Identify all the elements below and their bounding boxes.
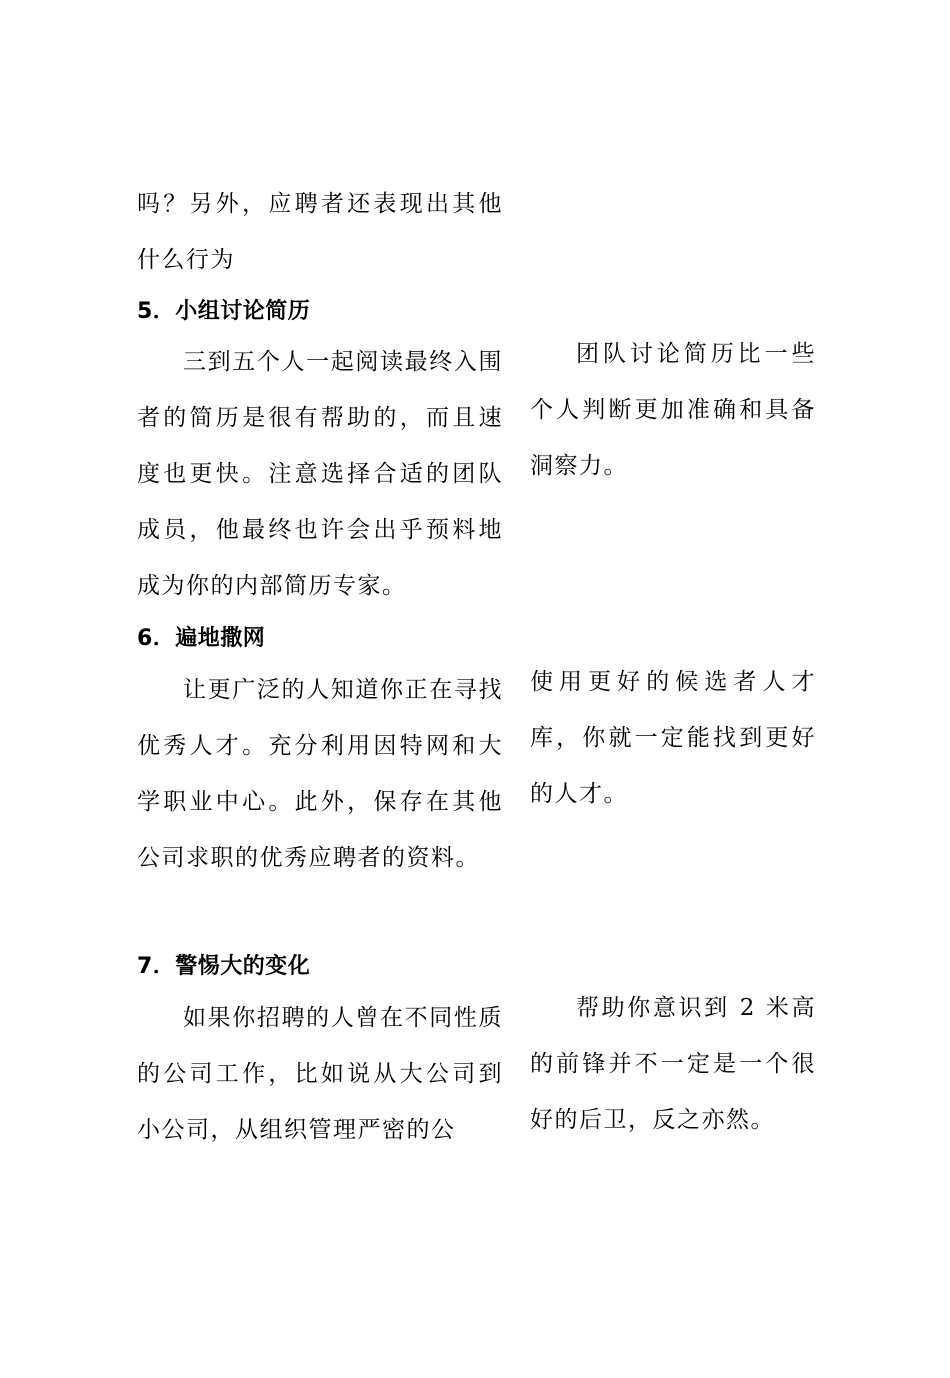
section-5-body: 三到五个人一起阅读最终入围者的简历是很有帮助的，而且速度也更快。注意选择合适的团队成员，他最终也许会出乎预料地成为你的内部简历专家。 <box>137 349 503 599</box>
intro-paragraph: 吗？另外，应聘者还表现出其他什么行为 <box>137 191 503 273</box>
section-6-note: 使用更好的候选者人才库，你就一定能找到更好的人才。 <box>530 669 816 807</box>
section-6-heading: 6．遍地撒网 <box>137 626 266 651</box>
section-7-body: 如果你招聘的人曾在不同性质的公司工作，比如说从大公司到小公司，从组织管理严密的公 <box>137 1005 503 1143</box>
section-7-note: 帮助你意识到 2 米高的前锋并不一定是一个很好的后卫，反之亦然。 <box>530 995 816 1133</box>
section-5-heading: 5．小组讨论简历 <box>137 299 311 324</box>
section-6-body: 让更广泛的人知道你正在寻找优秀人才。充分利用因特网和大学职业中心。此外，保存在其他公司求职的优秀应聘者的资料。 <box>137 677 503 871</box>
section-5-note: 团队讨论简历比一些个人判断更加准确和具备洞察力。 <box>530 341 816 479</box>
section-7-heading: 7．警惕大的变化 <box>137 954 311 979</box>
